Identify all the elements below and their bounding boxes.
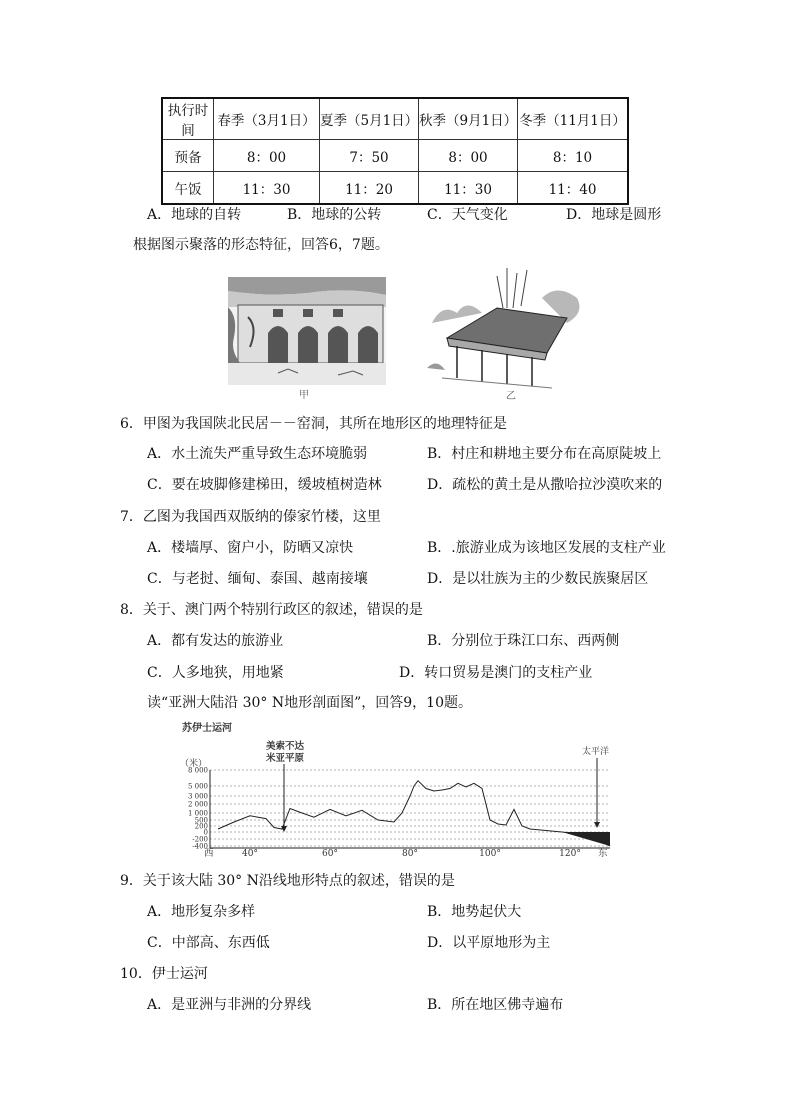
q5-option-b: B．地球的公转 xyxy=(287,207,382,223)
chart-label-suez: 苏伊士运河 xyxy=(182,723,232,734)
chart-y-tick-label: -200 xyxy=(192,835,208,844)
chart-label-ocean: 太平洋 xyxy=(582,747,610,757)
q7-stem: 7．乙图为我国西双版纳的傣家竹楼，这里 xyxy=(120,509,381,525)
chart-label-plain-line2: 米亚平原 xyxy=(266,753,305,764)
bamboo-house-illustration xyxy=(427,268,585,393)
q10-option-a: A．是亚洲与非洲的分界线 xyxy=(147,997,312,1013)
q9-option-c: C．中部高、东西低 xyxy=(147,935,270,951)
chart-x-tick-label: 120° xyxy=(559,849,581,859)
table-header-cell: 秋季（9月1日） xyxy=(419,98,518,140)
q6-option-d: D．疏松的黄土是从撒哈拉沙漠吹来的 xyxy=(427,477,663,493)
schedule-table xyxy=(161,97,629,205)
q6-stem: 6．甲图为我国陕北民居－－窑洞，其所在地形区的地理特征是 xyxy=(120,416,507,432)
chart-gridlines xyxy=(210,770,610,848)
chart-y-tick-label: 2 000 xyxy=(187,800,208,809)
q7-option-d: D．是以壮族为主的少数民族聚居区 xyxy=(427,571,649,587)
table-row xyxy=(162,98,628,140)
table-header-cell: 冬季（11月1日） xyxy=(518,98,629,140)
q7-option-b: B．.旅游业成为该地区发展的支柱产业 xyxy=(427,540,666,556)
chart-y-tick-label: 5 000 xyxy=(187,782,208,791)
table-cell: 7：50 xyxy=(320,140,419,172)
q6-option-a: A．水土流失严重导致生态环境脆弱 xyxy=(147,446,368,462)
table-header-cell: 春季（3月1日） xyxy=(214,98,320,140)
chart-y-tick-label: 200 xyxy=(194,822,208,831)
q7-option-a: A．楼墙厚、窗户小，防晒又凉快 xyxy=(147,540,354,556)
table-cell: 11：30 xyxy=(214,172,320,205)
chart-x-tick-label: 60° xyxy=(322,849,338,859)
chart-label-east: 东 xyxy=(598,848,608,859)
chart-ocean-arrowhead xyxy=(594,822,600,828)
q5-option-c: C．天气变化 xyxy=(427,207,508,223)
chart-y-tick-label: 500 xyxy=(194,816,208,825)
table-row xyxy=(162,172,628,205)
table-cell: 11：30 xyxy=(419,172,518,205)
q8-option-b: B．分别位于珠江口东、西两侧 xyxy=(427,633,620,649)
table-cell: 8：10 xyxy=(518,140,629,172)
q10-stem: 10．伊士运河 xyxy=(120,966,208,982)
cave-dwelling-illustration xyxy=(228,277,386,385)
chart-label-plain-line1: 美索不达 xyxy=(266,741,305,752)
q8-stem: 8．关于、澳门两个特别行政区的叙述，错误的是 xyxy=(120,602,423,618)
chart-y-tick-label: 1 000 xyxy=(187,809,208,818)
chart-x-tick-label: 80° xyxy=(402,849,418,859)
chart-x-ticks xyxy=(242,849,581,859)
table-cell: 11：40 xyxy=(518,172,629,205)
table-cell: 8：00 xyxy=(214,140,320,172)
chart-label-west: 西 xyxy=(204,848,214,859)
chart-y-ticks xyxy=(188,767,208,851)
q6-option-b: B．村庄和耕地主要分布在高原陡坡上 xyxy=(427,446,662,462)
intro-9-10: 读“亚洲大陆沿 30° N地形剖面图”，回答9，10题。 xyxy=(147,695,472,711)
chart-y-tick-label: 8 000 xyxy=(187,766,208,775)
chart-y-tick-label: 3 000 xyxy=(187,792,208,801)
table-cell: 11：20 xyxy=(320,172,419,205)
q9-stem: 9．关于该大陆 30° N沿线地形特点的叙述，错误的是 xyxy=(120,873,455,889)
terrain-profile-chart xyxy=(180,718,620,860)
chart-terrain-line xyxy=(218,781,610,846)
chart-y-tick-label: -400 xyxy=(192,842,208,851)
chart-x-tick-label: 100° xyxy=(479,849,501,859)
intro-6-7: 根据图示聚落的形态特征，回答6，7题。 xyxy=(133,237,389,253)
image-label-right: 乙 xyxy=(506,391,516,402)
table-header-cell: 夏季（5月1日） xyxy=(320,98,419,140)
q10-option-b: B．所在地区佛寺遍布 xyxy=(427,997,564,1013)
table-header-cell: 执行时间 xyxy=(162,98,214,140)
q9-option-b: B．地势起伏大 xyxy=(427,904,522,920)
table-cell: 预备 xyxy=(162,140,214,172)
q9-option-d: D．以平原地形为主 xyxy=(427,935,551,951)
q8-option-c: C．人多地狭，用地紧 xyxy=(147,665,284,681)
q9-option-a: A．地形复杂多样 xyxy=(147,904,256,920)
q6-option-c: C．要在坡脚修建梯田，缓坡植树造林 xyxy=(147,477,382,493)
table-cell: 8：00 xyxy=(419,140,518,172)
chart-x-tick-label: 40° xyxy=(242,849,258,859)
chart-y-unit: （米） xyxy=(180,759,208,769)
q7-option-c: C．与老挝、缅甸、泰国、越南接壤 xyxy=(147,571,368,587)
image-label-left: 甲 xyxy=(299,390,309,401)
q8-option-a: A．都有发达的旅游业 xyxy=(147,633,284,649)
table-cell: 午饭 xyxy=(162,172,214,205)
q5-option-a: A．地球的自转 xyxy=(147,207,242,223)
q5-option-d: D．地球是圆形 xyxy=(566,207,662,223)
table-row xyxy=(162,140,628,172)
q8-option-d: D．转口贸易是澳门的支柱产业 xyxy=(399,665,593,681)
chart-pacific-wedge xyxy=(562,832,610,846)
chart-y-tick-label: 0 xyxy=(203,828,208,837)
